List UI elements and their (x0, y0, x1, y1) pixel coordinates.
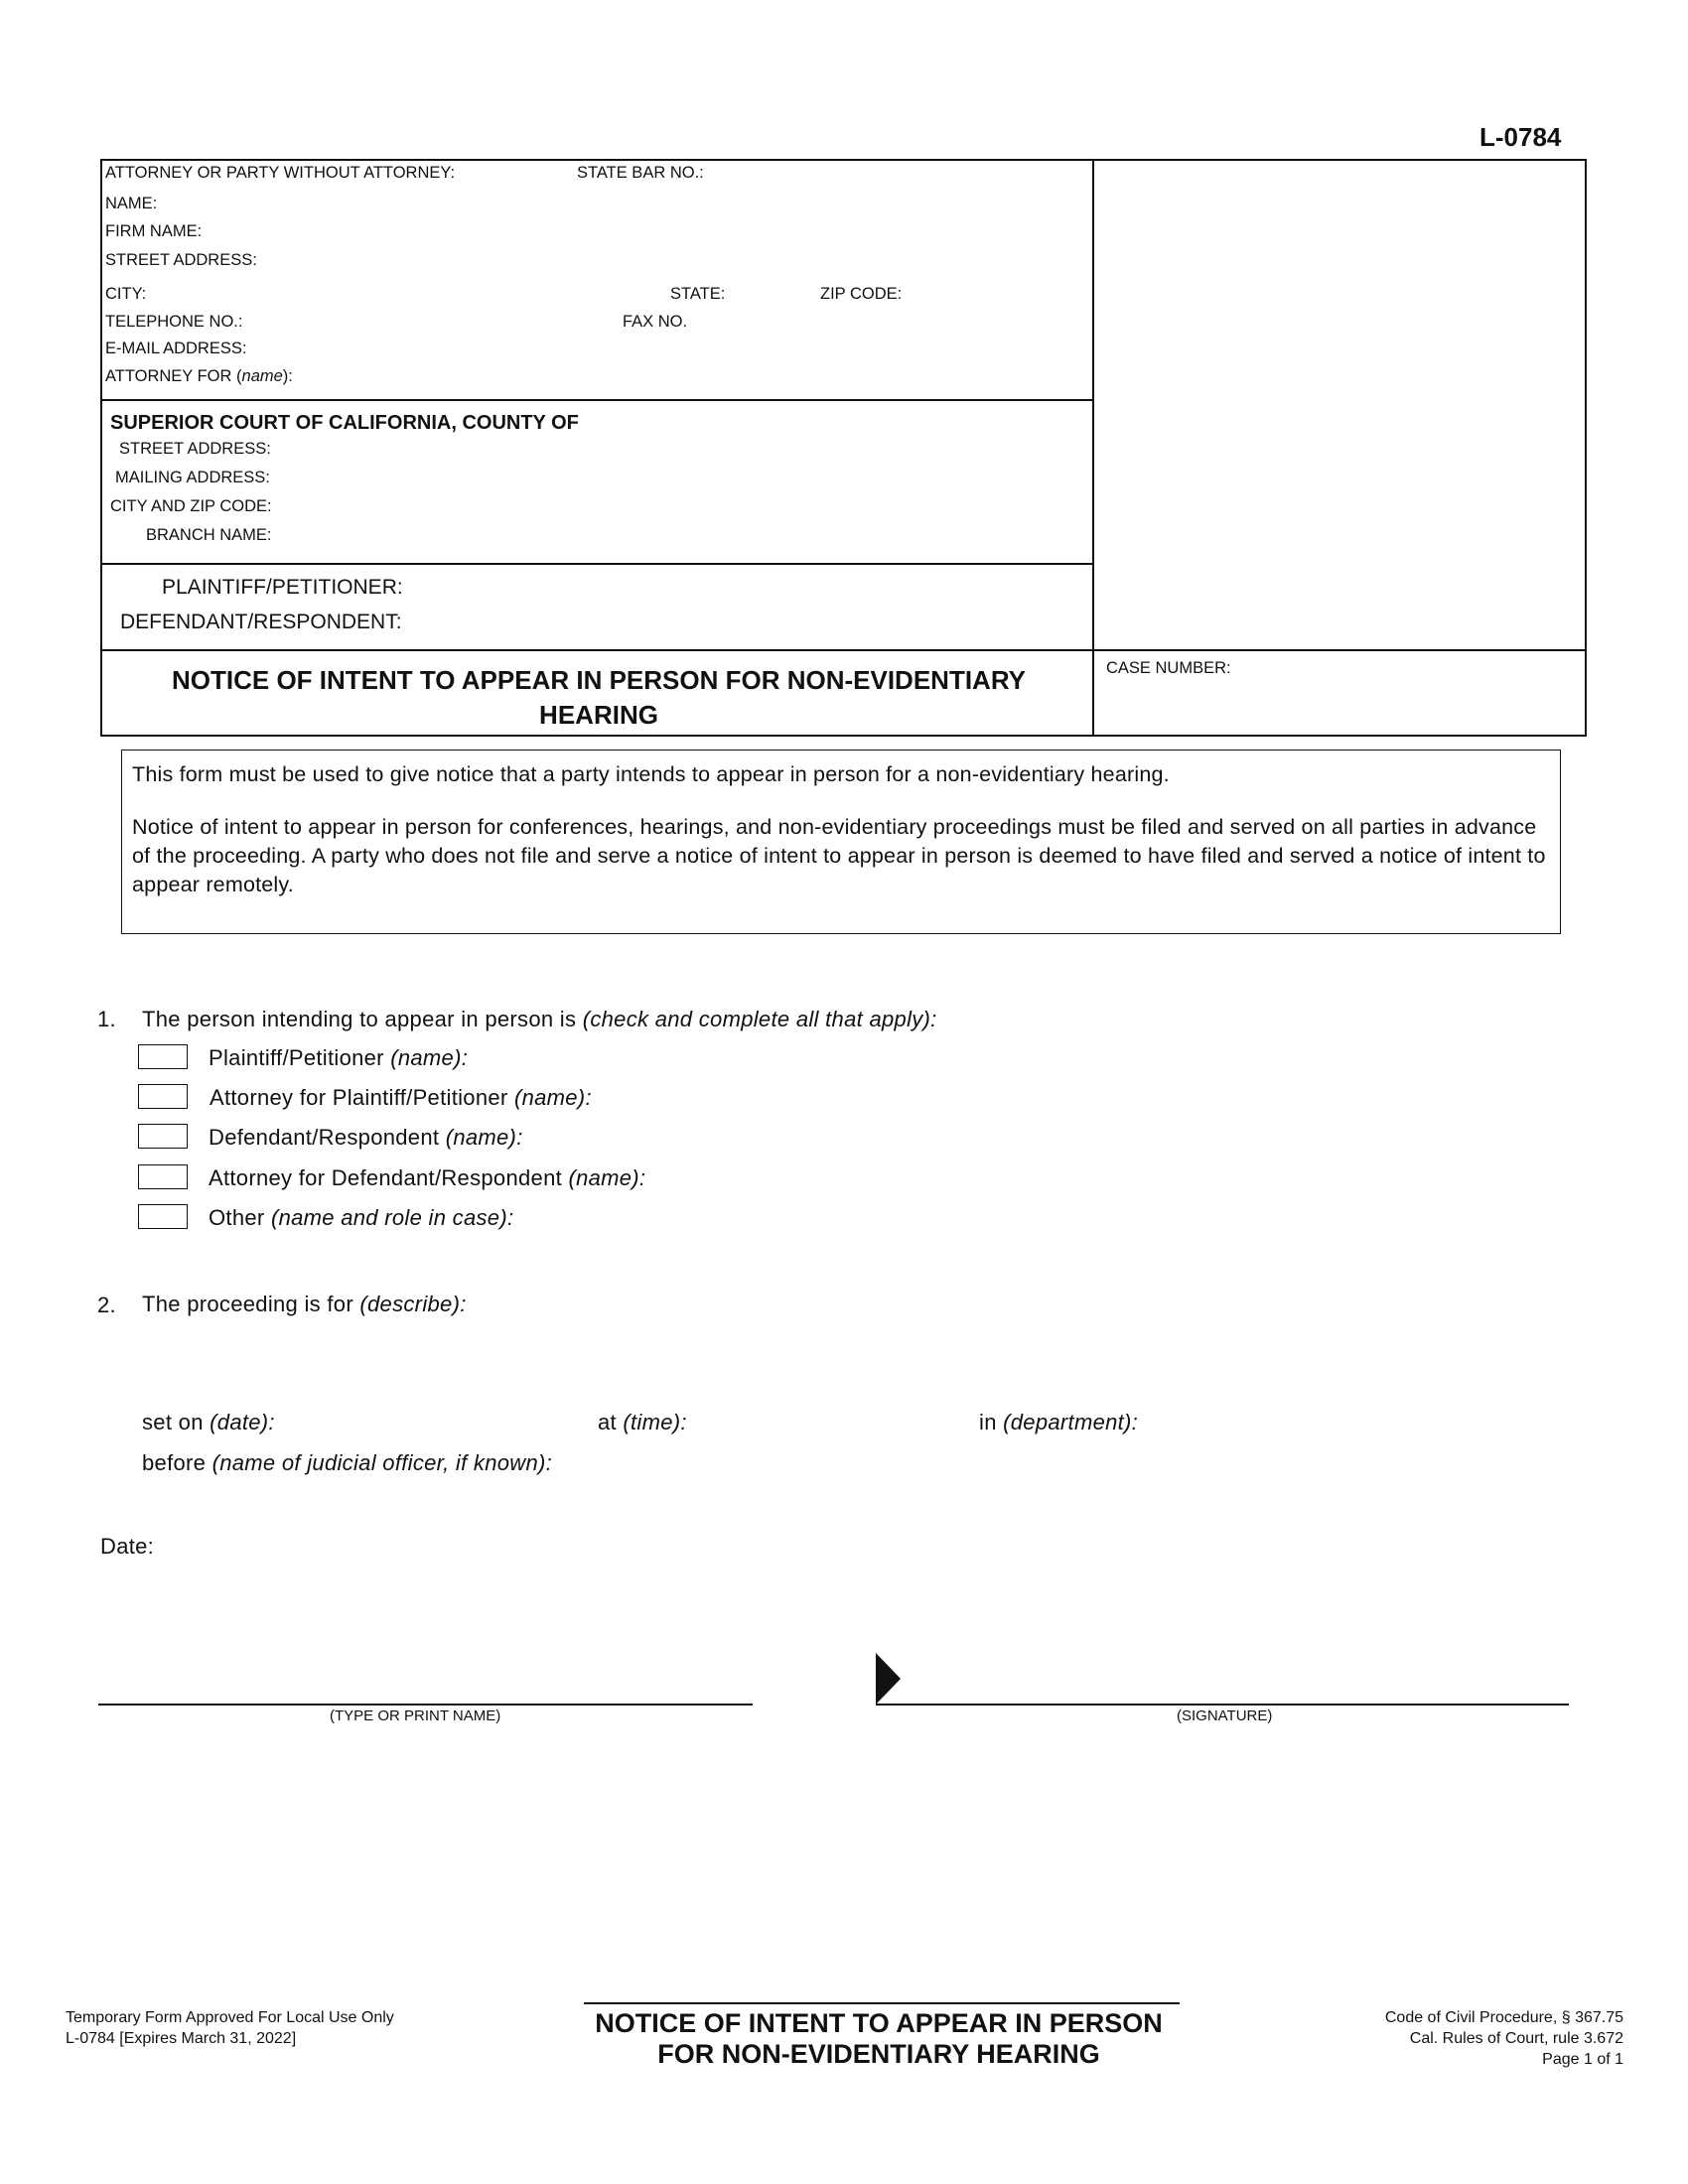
signature-line[interactable] (876, 1704, 1569, 1706)
footer-ccp-citation: Code of Civil Procedure, § 367.75 (1384, 2009, 1623, 2026)
set-on-date-label: set on (date): (142, 1410, 275, 1434)
footer-title-line-1: NOTICE OF INTENT TO APPEAR IN PERSON (595, 2008, 1163, 2038)
title-cell (102, 651, 1092, 737)
notice-paragraph-1: This form must be used to give notice that a party intends to appear in person for a non-evidentiary hearing. (132, 762, 1170, 786)
defendant-label: DEFENDANT/RESPONDENT: (120, 611, 402, 633)
attorney-plaintiff-option: Attorney for Plaintiff/Petitioner (name): (210, 1085, 592, 1110)
defendant-checkbox[interactable] (138, 1124, 188, 1149)
footer-crc-citation: Cal. Rules of Court, rule 3.672 (1409, 2030, 1623, 2047)
firm-name-label: FIRM NAME: (105, 222, 203, 240)
footer-approval: Temporary Form Approved For Local Use Only (66, 2009, 394, 2026)
judicial-officer-label: before (name of judicial officer, if known): (142, 1450, 553, 1475)
footer-left (66, 2007, 394, 2049)
plaintiff-option: Plaintiff/Petitioner (name): (209, 1045, 469, 1070)
form-title: NOTICE OF INTENT TO APPEAR IN PERSON FOR NON-EVIDENTIARY HEARING (172, 665, 1026, 730)
time-label: at (time): (598, 1410, 687, 1434)
case-number-label: CASE NUMBER: (1106, 659, 1231, 677)
attorney-label: ATTORNEY OR PARTY WITHOUT ATTORNEY: (105, 164, 456, 182)
attorney-defendant-checkbox[interactable] (138, 1164, 188, 1189)
footer-title (536, 2008, 1221, 2070)
item-2-text: The proceeding is for (describe): (142, 1292, 467, 1316)
attorney-for-label: ATTORNEY FOR (name): (105, 367, 293, 385)
email-label: E-MAIL ADDRESS: (105, 340, 247, 357)
footer-expiry: L-0784 [Expires March 31, 2022] (66, 2030, 297, 2047)
court-branch-label: BRANCH NAME: (146, 526, 272, 544)
other-checkbox[interactable] (138, 1204, 188, 1229)
court-mailing-label: MAILING ADDRESS: (115, 469, 270, 486)
street-address-label: STREET ADDRESS: (105, 251, 257, 269)
state-bar-label: STATE BAR NO.: (577, 164, 704, 182)
divider-attorney-court (102, 399, 1094, 401)
item-1-text: The person intending to appear in person is (check and complete all that apply): (142, 1007, 937, 1031)
plaintiff-label: PLAINTIFF/PETITIONER: (162, 576, 403, 599)
telephone-label: TELEPHONE NO.: (105, 313, 243, 331)
court-city-zip-label: CITY AND ZIP CODE: (110, 497, 272, 515)
form-number: L-0784 (1479, 122, 1562, 152)
court-street-label: STREET ADDRESS: (119, 440, 271, 458)
print-name-caption: (TYPE OR PRINT NAME) (330, 1707, 501, 1724)
notice-paragraph-2: Notice of intent to appear in person for conferences, hearings, and non-evidentiary proceedings must be filed and served on all parties in advance of the proceeding. A party who does not file and serve a notice of intent to appear in person is deemed to have filed and served a notice of intent to appear remotely. (132, 815, 1546, 896)
name-label: NAME: (105, 195, 158, 212)
item-1-number: 1. (97, 1007, 116, 1031)
footer-page-number: Page 1 of 1 (1542, 2051, 1623, 2068)
defendant-option: Defendant/Respondent (name): (209, 1125, 523, 1150)
plaintiff-checkbox[interactable] (138, 1044, 188, 1069)
court-title: SUPERIOR COURT OF CALIFORNIA, COUNTY OF (110, 412, 579, 434)
footer-title-line-2: FOR NON-EVIDENTIARY HEARING (657, 2039, 1100, 2069)
attorney-plaintiff-checkbox[interactable] (138, 1084, 188, 1109)
footer-right (1331, 2007, 1623, 2070)
notice-box (121, 750, 1561, 934)
zip-code-label: ZIP CODE: (820, 285, 903, 303)
signature-caption: (SIGNATURE) (1177, 1707, 1273, 1724)
state-label: STATE: (670, 285, 726, 303)
city-label: CITY: (105, 285, 147, 303)
date-label: Date: (100, 1534, 155, 1559)
divider-court-parties (102, 563, 1094, 565)
attorney-defendant-option: Attorney for Defendant/Respondent (name): (209, 1165, 646, 1190)
caption-box (100, 159, 1587, 737)
signature-arrow-icon (876, 1653, 902, 1705)
department-label: in (department): (979, 1410, 1139, 1434)
fax-label: FAX NO. (623, 313, 688, 331)
item-2-number: 2. (97, 1293, 116, 1317)
other-option: Other (name and role in case): (209, 1205, 514, 1230)
footer-rule (584, 2002, 1180, 2004)
print-name-line[interactable] (98, 1704, 753, 1706)
